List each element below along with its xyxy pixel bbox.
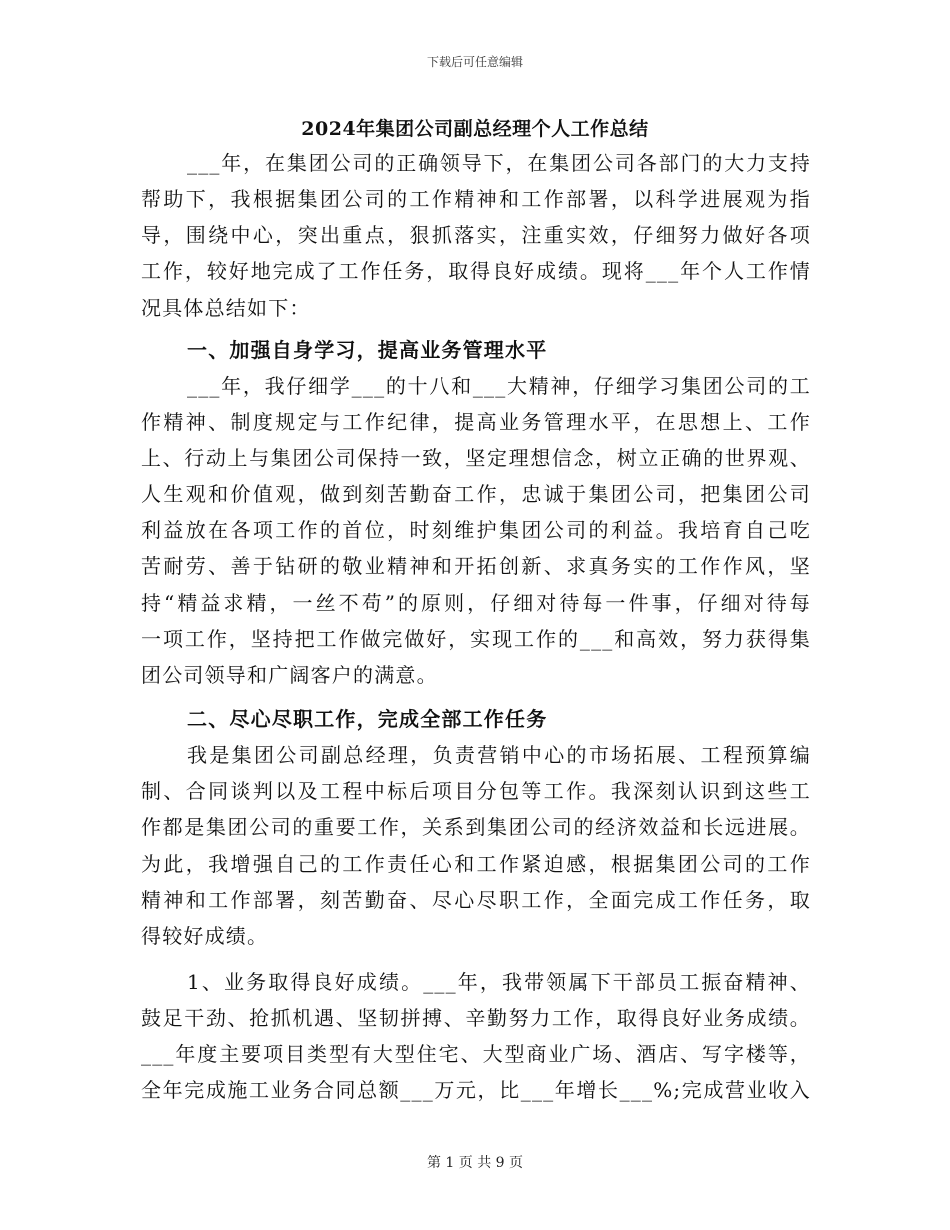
section-heading: 二、尽心尽职工作，完成全部工作任务 xyxy=(187,707,548,731)
paragraph-line: 为此，我增强自己的工作责任心和工作紧迫感，根据集团公司的工作 xyxy=(141,852,811,876)
paragraph-line: ___年，在集团公司的正确领导下，在集团公司各部门的大力支持 xyxy=(187,151,811,175)
paragraph-line: 况具体总结如下： xyxy=(141,296,311,320)
paragraph-line: 1、业务取得良好成绩。___年，我带领属下干部员工振奋精神、 xyxy=(187,970,811,994)
paragraph-line: 我是集团公司副总经理，负责营销中心的市场拓展、工程预算编 xyxy=(187,743,811,767)
paragraph-line: 团公司领导和广阔客户的满意。 xyxy=(141,663,438,687)
page-number-footer: 第 1 页 共 9 页 xyxy=(426,1155,524,1171)
paragraph-line: 持“精益求精，一丝不苟”的原则，仔细对待每一件事，仔细对待每 xyxy=(141,591,811,615)
paragraph-line: 人生观和价值观，做到刻苦勤奋工作，忠诚于集团公司，把集团公司 xyxy=(141,482,811,506)
paragraph-line: 苦耐劳、善于钻研的敬业精神和开拓创新、求真务实的工作作风，坚 xyxy=(141,554,811,578)
paragraph-line: 一项工作，坚持把工作做完做好，实现工作的___和高效，努力获得集 xyxy=(141,627,811,651)
paragraph-line: ___年，我仔细学___的十八和___大精神，仔细学习集团公司的工 xyxy=(187,374,811,398)
paragraph-line: 工作，较好地完成了工作任务，取得良好成绩。现将___年个人工作情 xyxy=(141,259,811,283)
paragraph-line: 作精神、制度规定与工作纪律，提高业务管理水平，在思想上、工作 xyxy=(141,410,811,434)
paragraph-line: 上、行动上与集团公司保持一致，坚定理想信念，树立正确的世界观、 xyxy=(141,446,811,470)
paragraph-line: 鼓足干劲、抢抓机遇、坚韧拼搏、辛勤努力工作，取得良好业务成绩。 xyxy=(141,1006,811,1030)
document-title: 2024年集团公司副总经理个人工作总结 xyxy=(301,118,649,140)
page-header-note: 下载后可任意编辑 xyxy=(426,55,523,69)
paragraph-line: 制、合同谈判以及工程中标后项目分包等工作。我深刻认识到这些工 xyxy=(141,779,811,803)
paragraph-line: 作都是集团公司的重要工作，关系到集团公司的经济效益和长远进展。 xyxy=(141,815,811,839)
paragraph-line: 帮助下，我根据集团公司的工作精神和工作部署，以科学进展观为指 xyxy=(141,187,811,211)
paragraph-line: ___年度主要项目类型有大型住宅、大型商业广场、酒店、写字楼等， xyxy=(141,1042,811,1066)
section-heading: 一、加强自身学习，提高业务管理水平 xyxy=(187,338,548,362)
paragraph-line: 全年完成施工业务合同总额___万元，比___年增长___%;完成营业收入 xyxy=(141,1078,811,1102)
paragraph-line: 精神和工作部署，刻苦勤奋、尽心尽职工作，全面完成工作任务，取 xyxy=(141,888,811,912)
paragraph-line: 得较好成绩。 xyxy=(141,924,269,948)
paragraph-line: 利益放在各项工作的首位，时刻维护集团公司的利益。我培育自己吃 xyxy=(141,518,811,542)
paragraph-line: 导，围绕中心，突出重点，狠抓落实，注重实效，仔细努力做好各项 xyxy=(141,223,811,247)
